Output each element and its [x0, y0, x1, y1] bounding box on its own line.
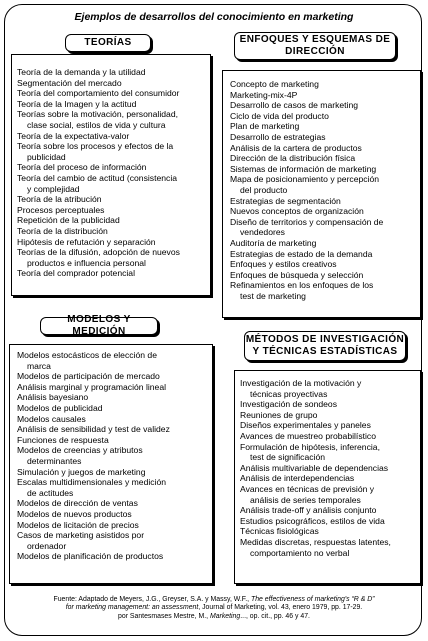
list-item-text: Modelos de dirección de ventas	[17, 498, 138, 509]
list-item	[17, 445, 213, 466]
list-item	[230, 100, 420, 111]
list-item	[17, 403, 213, 414]
list-item	[17, 205, 209, 216]
list-item	[240, 505, 420, 516]
list-item-text: Dirección de la distribución física	[230, 153, 356, 164]
metodos-header-line1: MÉTODOS DE INVESTIGACIÓN	[245, 334, 405, 345]
list-item	[17, 392, 213, 403]
list-item-text: Modelos de nuevos productos	[17, 508, 132, 519]
list-item	[17, 371, 213, 382]
list-item	[230, 132, 420, 143]
list-item-text: Técnicas fisiológicas	[240, 526, 319, 537]
list-item-continuation: comportamiento no verbal	[250, 547, 350, 558]
list-item-text: Ciclo de vida del producto	[230, 110, 329, 121]
list-item-continuation: ordenador	[27, 540, 67, 551]
list-item	[17, 194, 209, 205]
list-item	[230, 270, 420, 281]
list-item-continuation: y complejidad	[27, 183, 80, 194]
list-item	[240, 526, 420, 537]
list-item-text: Modelos de licitación de precios	[17, 519, 139, 530]
list-item-text: Avances en técnicas de previsión y	[240, 483, 375, 494]
list-item-text: Sistemas de información de marketing	[230, 163, 377, 174]
list-item	[17, 509, 213, 520]
list-item	[230, 164, 420, 175]
list-item	[17, 88, 209, 99]
list-item	[17, 67, 209, 78]
list-item-continuation: análisis de series temporales	[250, 494, 361, 505]
source-line2-b: , Journal of Marketing, vol. 43, enero 1979, pp. 17-29.	[198, 604, 363, 612]
list-item-text: Reuniones de grupo	[240, 409, 318, 420]
list-item-text: Hipótesis de refutación y separación	[17, 236, 156, 247]
list-item	[17, 520, 213, 531]
list-item	[240, 473, 420, 484]
list-item-text: Modelos de participación de mercado	[17, 371, 160, 382]
modelos-list	[17, 350, 213, 562]
list-item-text: Segmentación del mercado	[17, 77, 122, 88]
list-item-text: Estudios psicográficos, estilos de vida	[240, 515, 385, 526]
list-item	[230, 121, 420, 132]
list-item	[17, 237, 209, 248]
enfoques-header-line1: ENFOQUES Y ESQUEMAS DE	[239, 34, 391, 45]
list-item	[17, 99, 209, 110]
metodos-header	[244, 331, 406, 361]
list-item-text: Desarrollo de estrategias	[230, 131, 326, 142]
list-item	[230, 143, 420, 154]
list-item-continuation: de actitudes	[27, 487, 74, 498]
list-item	[240, 442, 420, 463]
list-item	[17, 477, 213, 498]
source-line1-a: Fuente: Adaptado de Meyers, J.G., Greyser, S.A. y Massy, W.F.,	[53, 596, 251, 603]
list-item-text: Modelos de planificación de productos	[17, 551, 164, 562]
list-item-text: Análisis multivariable de dependencias	[240, 462, 389, 473]
list-item-text: Modelos estocásticos de elección de	[17, 350, 157, 360]
list-item-text: Modelos de publicidad	[17, 402, 103, 413]
list-item	[240, 537, 420, 558]
list-item	[230, 280, 420, 301]
list-item-text: Mapa de posicionamiento y percepción	[230, 174, 380, 185]
source-note	[10, 596, 418, 621]
list-item	[230, 90, 420, 101]
enfoques-list	[230, 79, 420, 301]
list-item-continuation: productos e influencia personal	[27, 257, 146, 268]
list-item-text: Diseños experimentales y paneles	[240, 420, 371, 431]
list-item-text: Diseño de territorios y compensación de	[230, 216, 384, 227]
list-item-text: Análisis de la cartera de productos	[230, 142, 362, 153]
list-item	[17, 435, 213, 446]
list-item	[240, 378, 420, 399]
list-item	[230, 79, 420, 90]
list-item	[230, 217, 420, 238]
list-item-text: Investigación de sondeos	[240, 399, 337, 410]
list-item	[240, 410, 420, 421]
list-item-text: Teoría sobre los procesos y efectos de la	[17, 141, 174, 152]
list-item	[17, 131, 209, 142]
list-item	[17, 498, 213, 509]
list-item-text: Análisis bayesiano	[17, 392, 89, 403]
list-item-text: Análisis de sensibilidad y test de validez	[17, 424, 170, 435]
teorias-list	[17, 67, 209, 279]
list-item	[17, 424, 213, 435]
list-item-text: Nuevos conceptos de organización	[230, 206, 364, 217]
list-item-text: Concepto de marketing	[230, 79, 319, 89]
list-item	[17, 350, 213, 371]
list-item	[17, 530, 213, 551]
list-item-text: Estrategias de segmentación	[230, 195, 341, 206]
list-item-text: Análisis de interdependencias	[240, 473, 355, 484]
enfoques-header	[234, 32, 396, 60]
list-item	[17, 109, 209, 130]
list-item	[240, 484, 420, 505]
list-item-text: Análisis marginal y programación lineal	[17, 381, 167, 392]
list-item-continuation: test de marketing	[240, 290, 306, 301]
list-item-continuation: publicidad	[27, 151, 66, 162]
list-item-text: Teoría del comprador potencial	[17, 268, 135, 279]
list-item	[17, 414, 213, 425]
list-item	[230, 238, 420, 249]
list-item-text: Análisis trade-off y análisis conjunto	[240, 505, 377, 516]
list-item	[17, 173, 209, 194]
list-item	[240, 516, 420, 527]
list-item-text: Investigación de la motivación y	[240, 378, 362, 388]
list-item	[17, 215, 209, 226]
list-item-text: Teoría de la Imagen y la actitud	[17, 98, 137, 109]
list-item-continuation: vendedores	[240, 227, 285, 238]
list-item-text: Procesos perceptuales	[17, 204, 105, 215]
page-title: Ejemplos de desarrollos del conocimiento en marketing	[74, 11, 354, 23]
source-line2-a: for marketing management: an assessment	[65, 604, 199, 612]
list-item-text: Teorías de la difusión, adopción de nuevos	[17, 247, 180, 258]
source-line3-c: ..., op. cit., pp. 46 y 47.	[240, 612, 310, 620]
list-item	[240, 431, 420, 442]
list-item-text: Medidas discretas, respuestas latentes,	[240, 536, 391, 547]
list-item-text: Escalas multidimensionales y medición	[17, 477, 167, 488]
list-item	[17, 162, 209, 173]
list-item-text: Teoría de la expectativa-valor	[17, 130, 130, 141]
list-item-text: Teoría de la atribución	[17, 194, 102, 205]
list-item-text: Teoría de la demanda y la utilidad	[17, 67, 146, 77]
list-item-text: Modelos causales	[17, 413, 86, 424]
list-item-text: Enfoques y estilos creativos	[230, 259, 337, 270]
list-item	[17, 247, 209, 268]
list-item-text: Plan de marketing	[230, 121, 300, 132]
source-line3-a: por Santesmases Mestre, M.,	[118, 612, 209, 620]
list-item	[240, 463, 420, 474]
list-item	[240, 420, 420, 431]
list-item	[17, 551, 213, 562]
list-item-text: Teoría de la distribución	[17, 225, 108, 236]
list-item-text: Simulación y juegos de marketing	[17, 466, 146, 477]
teorias-header-text: TEORÍAS	[84, 37, 132, 48]
enfoques-header-line2: DIRECCIÓN	[285, 46, 345, 57]
list-item	[17, 141, 209, 162]
list-item-text: Marketing-mix-4P	[230, 89, 298, 100]
list-item	[230, 111, 420, 122]
list-item	[230, 249, 420, 260]
list-item-text: Refinamientos en los enfoques de los	[230, 280, 374, 291]
list-item-text: Teoría del cambio de actitud (consistencia	[17, 172, 178, 183]
list-item-text: Teorías sobre la motivación, personalidad,	[17, 109, 178, 120]
list-item-text: Enfoques de búsqueda y selección	[230, 269, 364, 280]
list-item-continuation: test de significación	[250, 452, 325, 463]
list-item-text: Casos de marketing asistidos por	[17, 530, 145, 541]
list-item-continuation: del producto	[240, 184, 288, 195]
list-item-text: Teoría del proceso de información	[17, 162, 147, 173]
metodos-list	[240, 378, 420, 558]
list-item-text: Desarrollo de casos de marketing	[230, 100, 359, 111]
list-item	[240, 399, 420, 410]
list-item-continuation: determinantes	[27, 455, 82, 466]
list-item	[230, 174, 420, 195]
list-item-continuation: marca	[27, 360, 51, 371]
modelos-header-text: MODELOS Y MEDICIÓN	[67, 314, 131, 337]
list-item	[17, 382, 213, 393]
list-item-text: Repetición de la publicidad	[17, 215, 120, 226]
list-item-text: Avances de muestreo probabilístico	[240, 430, 376, 441]
list-item	[17, 78, 209, 89]
modelos-header	[40, 314, 158, 337]
list-item-text: Funciones de respuesta	[17, 434, 109, 445]
list-item	[230, 196, 420, 207]
teorias-header	[65, 34, 151, 52]
list-item-text: Formulación de hipótesis, inferencia,	[240, 441, 380, 452]
list-item-text: Teoría del comportamiento del consumidor	[17, 88, 180, 99]
list-item	[17, 226, 209, 237]
source-line1-b: The effectiveness of marketing's “R & D”	[251, 596, 375, 603]
list-item-text: Auditoría de marketing	[230, 237, 317, 248]
list-item	[230, 206, 420, 217]
list-item	[230, 259, 420, 270]
list-item	[17, 467, 213, 478]
list-item-text: Modelos de creencias y atributos	[17, 445, 143, 456]
list-item	[17, 268, 209, 279]
list-item-continuation: clase social, estilos de vida y cultura	[27, 119, 166, 130]
list-item-continuation: técnicas proyectivas	[250, 388, 328, 399]
metodos-header-line2: Y TÉCNICAS ESTADÍSTICAS	[252, 346, 398, 357]
list-item	[230, 153, 420, 164]
list-item-text: Estrategias de estado de la demanda	[230, 248, 373, 259]
source-line3-b: Marketing	[209, 612, 241, 620]
